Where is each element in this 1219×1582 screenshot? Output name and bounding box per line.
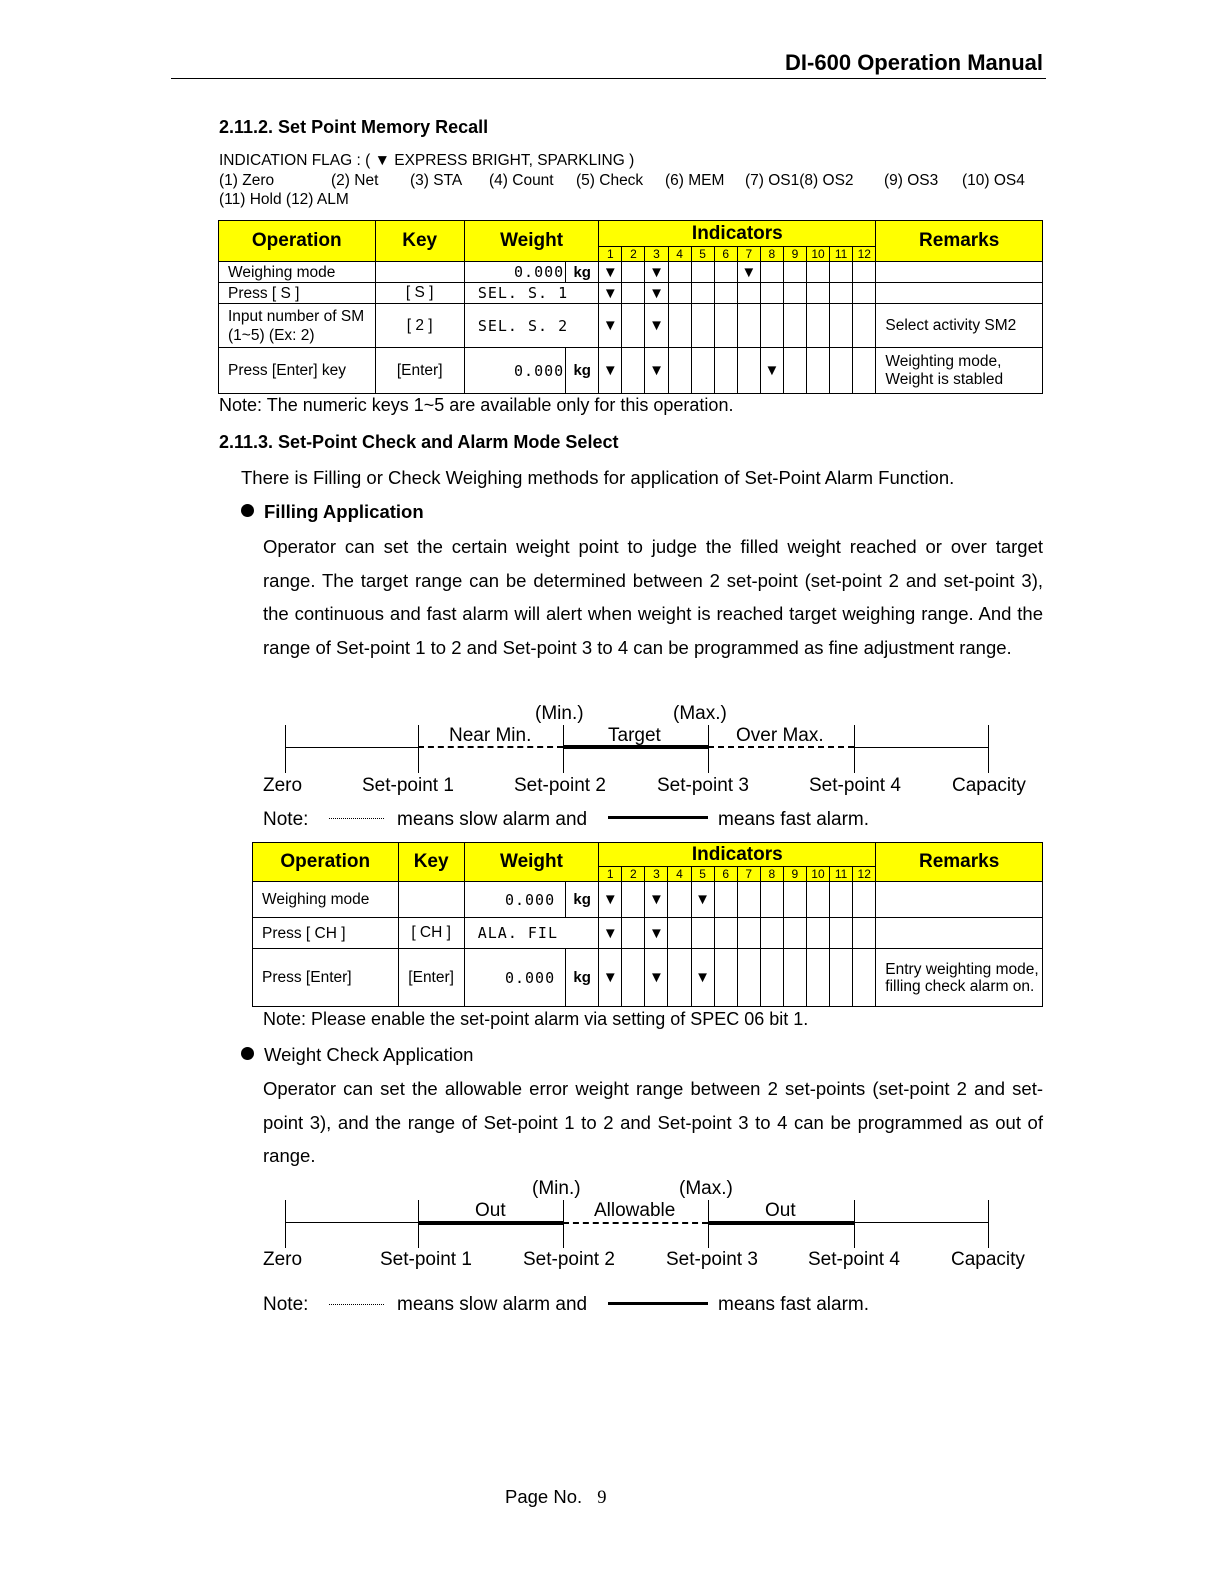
flag-os3: (9) OS3 — [884, 172, 939, 189]
operation-cell: Input number of SM (1~5) (Ex: 2) — [219, 304, 376, 348]
bullet-dot-icon — [241, 1047, 254, 1060]
key-cell — [375, 262, 464, 283]
indicator-mark: ▼ — [645, 262, 668, 283]
table-row — [219, 283, 1043, 304]
operation-cell: Press [Enter] — [253, 949, 399, 1007]
indicator-mark — [830, 283, 853, 304]
weight-cell: 0.000 — [464, 949, 565, 1007]
section-heading-alarm-mode-select: 2.11.3. Set-Point Check and Alarm Mode Select — [219, 432, 619, 452]
flag-hold-alm: (11) Hold (12) ALM — [219, 191, 349, 208]
indicator-mark — [783, 283, 806, 304]
indicator-mark — [622, 918, 645, 949]
table-row — [253, 882, 1043, 918]
remarks-cell — [876, 262, 1043, 283]
flag-os4: (10) OS4 — [962, 172, 1025, 189]
range-line-sp4-capacity — [854, 747, 988, 748]
key-cell: [ CH ] — [398, 918, 464, 949]
remarks-cell: Select activity SM2 — [876, 304, 1043, 348]
zone-allowable: Allowable — [594, 1200, 676, 1221]
spec-setting-note: Note: Please enable the set-point alarm via setting of SPEC 06 bit 1. — [263, 1009, 809, 1029]
unit-cell: kg — [566, 882, 599, 918]
indicator-mark — [714, 262, 737, 283]
indicator-mark — [737, 949, 760, 1007]
min-label: (Min.) — [532, 1178, 581, 1199]
indicator-mark — [668, 283, 691, 304]
indicator-mark — [853, 262, 876, 283]
indicator-mark — [807, 348, 830, 394]
indicator-mark: ▼ — [645, 348, 668, 394]
indicator-mark — [668, 304, 691, 348]
tick-set-point-2 — [563, 725, 564, 773]
unit-cell: kg — [566, 348, 599, 394]
indicator-number: 7 — [737, 247, 760, 262]
col-header-remarks: Remarks — [876, 843, 1043, 882]
indicator-number: 3 — [645, 247, 668, 262]
tick-set-point-4 — [854, 725, 855, 773]
indicator-mark — [830, 918, 853, 949]
page-footer — [505, 1486, 607, 1509]
indicator-mark — [760, 262, 783, 283]
unit-cell: kg — [566, 949, 599, 1007]
zone-over-max: Over Max. — [736, 725, 824, 746]
indicator-mark — [622, 348, 645, 394]
indicator-mark — [737, 882, 760, 918]
fast-alarm-sample-line — [608, 816, 708, 819]
indicator-mark — [622, 262, 645, 283]
indicator-number: 10 — [806, 867, 829, 882]
indicator-mark: ▼ — [599, 262, 622, 283]
remarks-cell: Weighting mode, Weight is stabled — [876, 348, 1043, 394]
slow-alarm-line-sp1-sp2 — [418, 746, 563, 748]
col-header-indicators: Indicators — [599, 221, 876, 247]
indicator-mark — [691, 304, 714, 348]
remarks-cell — [876, 918, 1043, 949]
tick-zero — [285, 1200, 286, 1248]
indicator-number: 11 — [830, 867, 853, 882]
indicator-mark — [806, 949, 829, 1007]
set-point-memory-table — [218, 220, 1043, 394]
tick-capacity — [988, 1200, 989, 1248]
indicator-mark — [760, 304, 783, 348]
min-label: (Min.) — [535, 703, 584, 724]
indicator-mark — [806, 882, 829, 918]
flag-mem: (6) MEM — [665, 172, 725, 189]
indicator-number: 12 — [853, 247, 876, 262]
indicator-mark — [853, 348, 876, 394]
point-label-set-point-2: Set-point 2 — [523, 1249, 615, 1270]
weight-cell: ALA. FIL — [464, 918, 598, 949]
indicator-number: 5 — [691, 247, 714, 262]
point-label-set-point-3: Set-point 3 — [657, 775, 749, 796]
indicator-mark — [691, 348, 714, 394]
indicator-mark — [783, 949, 806, 1007]
tick-set-point-1 — [418, 725, 419, 773]
operation-cell: Press [ CH ] — [253, 918, 399, 949]
range-line-zero-sp1 — [285, 1222, 418, 1223]
indicator-mark — [760, 949, 783, 1007]
slow-alarm-line-sp2-sp3 — [563, 1222, 708, 1224]
indicator-mark: ▼ — [599, 348, 622, 394]
indicator-number: 4 — [668, 867, 691, 882]
flag-count: (4) Count — [489, 172, 554, 189]
indicator-mark — [807, 283, 830, 304]
indicator-mark: ▼ — [691, 882, 714, 918]
table-row — [219, 304, 1043, 348]
weight-cell: SEL. S. 1 — [464, 283, 598, 304]
indicator-number: 5 — [691, 867, 714, 882]
range-line-sp4-capacity — [854, 1222, 988, 1223]
table-row — [253, 918, 1043, 949]
indicator-mark — [830, 882, 853, 918]
indicator-number: 1 — [599, 867, 622, 882]
weight-cell: 0.000 — [464, 262, 565, 283]
indicator-mark — [622, 283, 645, 304]
indicator-number: 9 — [783, 867, 806, 882]
indicator-mark — [691, 262, 714, 283]
operation-cell: Press [Enter] key — [219, 348, 376, 394]
slow-alarm-sample-line — [329, 818, 384, 819]
indicator-mark — [783, 882, 806, 918]
indicator-mark — [783, 304, 806, 348]
indicator-number: 10 — [807, 247, 830, 262]
page-label: Page No. — [505, 1486, 583, 1507]
indicator-mark: ▼ — [645, 283, 668, 304]
indicator-mark — [760, 283, 783, 304]
indicator-mark — [714, 348, 737, 394]
col-header-weight: Weight — [464, 843, 598, 882]
indicator-number: 11 — [830, 247, 853, 262]
indicator-mark — [737, 918, 760, 949]
remarks-cell: Entry weighting mode, filling check alarm on. — [876, 949, 1043, 1007]
indicator-number: 3 — [645, 867, 668, 882]
indicator-mark — [760, 918, 783, 949]
fast-alarm-sample-line — [608, 1302, 708, 1305]
numeric-keys-note: Note: The numeric keys 1~5 are available only for this operation. — [219, 395, 734, 415]
indicator-mark — [668, 262, 691, 283]
indication-flag-line: INDICATION FLAG : ( ▼ EXPRESS BRIGHT, SPARKLING ) — [219, 152, 635, 169]
indicator-mark — [853, 949, 876, 1007]
key-cell: [Enter] — [398, 949, 464, 1007]
indicator-number: 1 — [599, 247, 622, 262]
legend-note-prefix: Note: — [263, 1294, 309, 1315]
indicator-mark — [668, 348, 691, 394]
indicator-number: 8 — [760, 247, 783, 262]
point-label-zero: Zero — [263, 1249, 303, 1270]
legend-fast-text: means fast alarm. — [718, 809, 869, 830]
indicator-mark — [737, 304, 760, 348]
key-cell: [Enter] — [375, 348, 464, 394]
indicator-mark — [622, 304, 645, 348]
operation-cell: Weighing mode — [253, 882, 399, 918]
key-cell: [ 2 ] — [375, 304, 464, 348]
weight-cell: 0.000 — [464, 348, 565, 394]
col-header-weight: Weight — [464, 221, 598, 262]
unit-cell: kg — [566, 262, 599, 283]
tick-capacity — [988, 725, 989, 773]
fast-alarm-line-sp3-sp4 — [708, 1221, 854, 1225]
zone-target: Target — [608, 725, 661, 746]
indicator-mark — [691, 283, 714, 304]
indicator-mark — [622, 949, 645, 1007]
indicator-mark: ▼ — [737, 262, 760, 283]
indicator-mark — [691, 918, 714, 949]
range-line-zero-sp1 — [285, 747, 418, 748]
filling-application-bullet — [241, 501, 424, 523]
header-rule — [171, 78, 1046, 79]
indicator-mark — [830, 262, 853, 283]
indicator-mark: ▼ — [599, 918, 622, 949]
indicator-mark — [737, 283, 760, 304]
indicator-mark — [714, 882, 737, 918]
indicator-mark — [760, 882, 783, 918]
indicator-mark: ▼ — [645, 949, 668, 1007]
flag-net: (2) Net — [331, 172, 379, 189]
operation-cell: Weighing mode — [219, 262, 376, 283]
section-heading-set-point-memory-recall: 2.11.2. Set Point Memory Recall — [219, 117, 489, 137]
col-header-key: Key — [375, 221, 464, 262]
remarks-cell — [876, 882, 1043, 918]
indicator-mark — [783, 918, 806, 949]
indicator-mark — [714, 283, 737, 304]
indicator-mark — [622, 882, 645, 918]
indicator-number: 6 — [714, 867, 737, 882]
indicator-number: 2 — [622, 247, 645, 262]
indicator-number: 12 — [853, 867, 876, 882]
zone-out-high: Out — [765, 1200, 796, 1221]
indicator-mark — [853, 882, 876, 918]
point-label-set-point-4: Set-point 4 — [809, 775, 901, 796]
indicator-mark — [668, 949, 691, 1007]
tick-set-point-2 — [563, 1200, 564, 1248]
operation-cell: Press [ S ] — [219, 283, 376, 304]
tick-set-point-4 — [854, 1200, 855, 1248]
zone-near-min: Near Min. — [449, 725, 532, 746]
indicator-mark: ▼ — [691, 949, 714, 1007]
point-label-capacity: Capacity — [951, 1249, 1025, 1270]
indicator-mark — [668, 882, 691, 918]
filling-check-table — [252, 842, 1043, 1007]
indicator-mark — [830, 348, 853, 394]
page-header-title: DI-600 Operation Manual — [785, 50, 1043, 75]
indicator-mark — [807, 262, 830, 283]
legend-slow-text: means slow alarm and — [397, 1294, 588, 1315]
indicator-mark — [853, 283, 876, 304]
fast-alarm-line-sp2-sp3 — [563, 745, 708, 749]
col-header-operation: Operation — [219, 221, 376, 262]
indicator-mark — [853, 304, 876, 348]
indicator-number: 2 — [622, 867, 645, 882]
indicator-mark — [830, 304, 853, 348]
key-cell: [ S ] — [375, 283, 464, 304]
point-label-set-point-3: Set-point 3 — [666, 1249, 758, 1270]
flag-check: (5) Check — [576, 172, 644, 189]
indicator-number: 6 — [714, 247, 737, 262]
legend-note-prefix: Note: — [263, 809, 309, 830]
indicator-mark: ▼ — [645, 918, 668, 949]
fast-alarm-line-sp1-sp2 — [418, 1221, 563, 1225]
indicator-number: 4 — [668, 247, 691, 262]
table-row — [219, 262, 1043, 283]
weight-cell: SEL. S. 2 — [464, 304, 598, 348]
indicator-mark — [714, 949, 737, 1007]
flag-sta: (3) STA — [410, 172, 463, 189]
indicator-mark — [783, 348, 806, 394]
slow-alarm-line-sp3-sp4 — [708, 746, 854, 748]
indicator-mark — [806, 918, 829, 949]
flag-zero: (1) Zero — [219, 172, 275, 189]
point-label-set-point-1: Set-point 1 — [380, 1249, 472, 1270]
filling-application-title: Filling Application — [264, 501, 424, 522]
tick-set-point-3 — [708, 725, 709, 773]
indicator-mark: ▼ — [599, 304, 622, 348]
indicator-mark: ▼ — [645, 882, 668, 918]
indicator-mark: ▼ — [599, 283, 622, 304]
filling-application-body: Operator can set the certain weight point to judge the filled weight reached or over target range. The target range can be determined between 2 set-point (set-point 2 and set-point 3), the continuous and fast alarm will alert when weight is reached target weighing range. And the range of Set-point 1 to 2 and Set-point 3 to 4 can be programmed as fine adjustment range. — [263, 536, 1043, 658]
point-label-capacity: Capacity — [952, 775, 1026, 796]
indicator-mark: ▼ — [599, 882, 622, 918]
indicator-mark — [714, 918, 737, 949]
point-label-set-point-1: Set-point 1 — [362, 775, 454, 796]
indicator-mark — [830, 949, 853, 1007]
indicator-mark — [853, 918, 876, 949]
indicator-mark — [783, 262, 806, 283]
tick-zero — [285, 725, 286, 773]
indicator-number: 8 — [760, 867, 783, 882]
col-header-remarks: Remarks — [876, 221, 1043, 262]
bullet-dot-icon — [241, 504, 254, 517]
indicator-mark: ▼ — [599, 949, 622, 1007]
indicator-mark: ▼ — [760, 348, 783, 394]
indicator-number: 7 — [737, 867, 760, 882]
weight-check-application-bullet — [241, 1044, 473, 1066]
col-header-indicators: Indicators — [599, 843, 876, 867]
flag-os1-os2: (7) OS1(8) OS2 — [745, 172, 854, 189]
key-cell — [398, 882, 464, 918]
indicator-mark — [807, 304, 830, 348]
point-label-set-point-4: Set-point 4 — [808, 1249, 900, 1270]
legend-slow-text: means slow alarm and — [397, 809, 588, 830]
legend-fast-text: means fast alarm. — [718, 1294, 869, 1315]
indicator-mark — [737, 348, 760, 394]
indicator-mark: ▼ — [645, 304, 668, 348]
point-label-set-point-2: Set-point 2 — [514, 775, 606, 796]
indicator-mark — [714, 304, 737, 348]
max-label: (Max.) — [679, 1178, 733, 1199]
weight-check-application-title: Weight Check Application — [264, 1044, 474, 1065]
indicator-number: 9 — [783, 247, 806, 262]
weight-cell: 0.000 — [464, 882, 565, 918]
zone-out-low: Out — [475, 1200, 506, 1221]
slow-alarm-sample-line — [329, 1304, 384, 1305]
table-row — [253, 949, 1043, 1007]
remarks-cell — [876, 283, 1043, 304]
weight-check-application-body: Operator can set the allowable error weight range between 2 set-points (set-point 2 and set-point 3), and the range of Set-point 1 to 2 and Set-point 3 to 4 can be programmed as out of range. — [263, 1078, 1043, 1166]
table-row — [219, 348, 1043, 394]
col-header-key: Key — [398, 843, 464, 882]
point-label-zero: Zero — [263, 775, 303, 796]
alarm-intro-text: There is Filling or Check Weighing methods for application of Set-Point Alarm Function. — [241, 467, 955, 488]
max-label: (Max.) — [673, 703, 727, 724]
indicator-mark — [668, 918, 691, 949]
page-number: 9 — [597, 1488, 607, 1508]
col-header-operation: Operation — [253, 843, 399, 882]
